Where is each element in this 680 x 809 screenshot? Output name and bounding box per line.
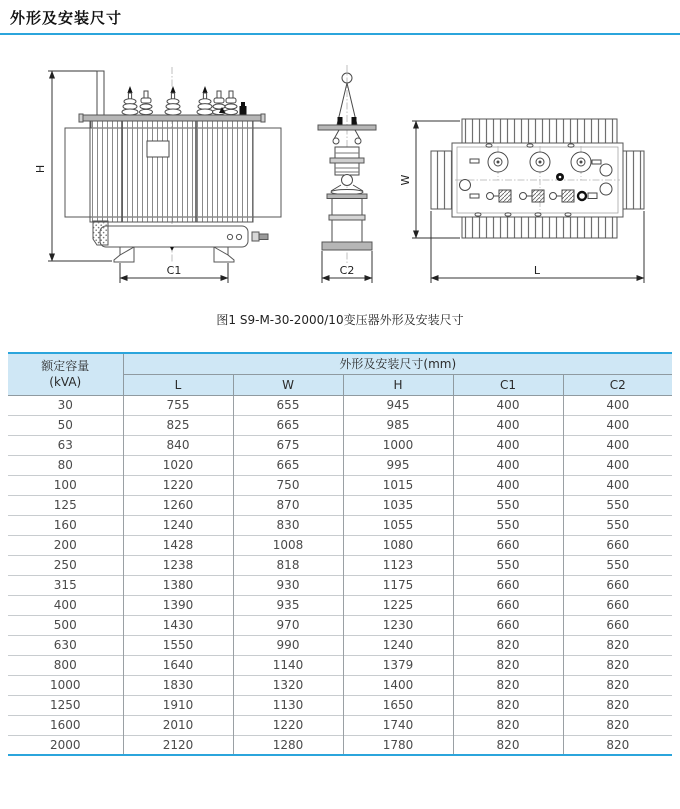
capacity-cell: 160 [8, 515, 123, 535]
dimension-cell: 930 [233, 575, 343, 595]
front-view [34, 67, 281, 283]
figure-caption: 图1 S9-M-30-2000/10变压器外形及安装尺寸 [216, 313, 464, 327]
table-row [8, 495, 672, 515]
col-header-L: L [123, 374, 233, 395]
corrugated-tank-body [90, 121, 253, 222]
dimension-cell: 1320 [233, 675, 343, 695]
l-dim-label: L [533, 264, 541, 277]
dimension-cell: 820 [453, 715, 563, 735]
dimension-cell: 1240 [123, 515, 233, 535]
h-dim-label: H [34, 164, 47, 174]
page-title: 外形及安装尺寸 [10, 9, 123, 27]
dimension-cell: 550 [563, 515, 672, 535]
table-row [8, 435, 672, 455]
dimension-cell: 660 [453, 595, 563, 615]
dimension-cell: 820 [563, 635, 672, 655]
col-header-C2: C2 [563, 374, 672, 395]
dimension-cell: 1015 [343, 475, 453, 495]
table-row [8, 535, 672, 555]
capacity-cell: 250 [8, 555, 123, 575]
capacity-cell: 400 [8, 595, 123, 615]
dimension-cell: 755 [123, 395, 233, 415]
dimension-cell: 550 [563, 555, 672, 575]
title-bar [0, 0, 680, 35]
capacity-cell: 630 [8, 635, 123, 655]
group-header-row [8, 353, 672, 374]
capacity-cell: 100 [8, 475, 123, 495]
dimension-cell: 1220 [233, 715, 343, 735]
dimension-cell: 660 [563, 535, 672, 555]
dimension-cell: 820 [563, 695, 672, 715]
table-row [8, 395, 672, 415]
mounting-feet [114, 247, 234, 262]
dimension-cell: 660 [563, 595, 672, 615]
dimension-cell: 400 [563, 455, 672, 475]
dimension-cell: 1140 [233, 655, 343, 675]
bottom-fins [462, 217, 617, 238]
radiator-patch [93, 221, 108, 245]
dimension-cell: 660 [563, 575, 672, 595]
table-row [8, 595, 672, 615]
dimension-cell: 985 [343, 415, 453, 435]
transformer-drawing-svg [0, 49, 680, 297]
drain-valve-cap [259, 234, 268, 240]
dimension-cell: 550 [453, 555, 563, 575]
capacity-cell: 80 [8, 455, 123, 475]
inspection-plug [600, 183, 612, 195]
col-header-C1: C1 [453, 374, 563, 395]
breather-pipe [97, 71, 104, 116]
table-row [8, 615, 672, 635]
dimensions-table [8, 352, 672, 756]
table-row [8, 715, 672, 735]
dimension-cell: 1238 [123, 555, 233, 575]
dimension-cell: 1080 [343, 535, 453, 555]
capacity-cell: 200 [8, 535, 123, 555]
table-row [8, 655, 672, 675]
capacity-cell: 2000 [8, 735, 123, 755]
dimension-cell: 945 [343, 395, 453, 415]
dimension-cell: 830 [233, 515, 343, 535]
dimension-cell: 675 [233, 435, 343, 455]
table-row [8, 695, 672, 715]
dimension-cell: 1020 [123, 455, 233, 475]
dimension-cell: 1650 [343, 695, 453, 715]
filler-plug [600, 164, 612, 176]
dimension-cell: 1008 [233, 535, 343, 555]
dimension-cell: 1225 [343, 595, 453, 615]
dimension-cell: 1640 [123, 655, 233, 675]
thermometer-center [559, 176, 562, 179]
drain-plug-1 [227, 234, 232, 239]
dimension-cell: 665 [233, 415, 343, 435]
dimension-cell: 990 [233, 635, 343, 655]
slot-2 [592, 160, 601, 164]
table-row [8, 475, 672, 495]
capacity-header-line1: 额定容量 [41, 359, 90, 374]
c1-dim-label: C1 [166, 264, 182, 277]
dimension-cell: 400 [453, 475, 563, 495]
table-row [8, 455, 672, 475]
dimension-cell: 935 [233, 595, 343, 615]
column-flange [327, 194, 367, 199]
capacity-cell: 125 [8, 495, 123, 515]
dimension-cell: 400 [453, 415, 563, 435]
dimension-cell: 970 [233, 615, 343, 635]
dimension-cell: 820 [453, 655, 563, 675]
c2-dim-label: C2 [339, 264, 355, 277]
dimension-cell: 660 [453, 535, 563, 555]
dimension-cell: 400 [453, 455, 563, 475]
capacity-header [8, 353, 123, 395]
table-row [8, 735, 672, 755]
dimension-cell: 660 [453, 575, 563, 595]
dimension-cell: 400 [453, 435, 563, 455]
dimension-cell: 820 [563, 655, 672, 675]
capacity-cell: 1250 [8, 695, 123, 715]
capacity-cell: 63 [8, 435, 123, 455]
dimension-cell: 660 [453, 615, 563, 635]
drain-valve-neck [252, 232, 259, 241]
dimension-cell: 820 [563, 675, 672, 695]
dimension-cell: 400 [563, 415, 672, 435]
dimension-cell: 1035 [343, 495, 453, 515]
tank-cover [82, 115, 262, 121]
cover-end-right [261, 114, 265, 122]
dimension-cell: 400 [453, 395, 563, 415]
cover-end-left [79, 114, 83, 122]
capacity-cell: 1000 [8, 675, 123, 695]
dimension-cell: 2120 [123, 735, 233, 755]
table-row [8, 675, 672, 695]
dimension-cell: 1430 [123, 615, 233, 635]
dimension-cell: 400 [563, 435, 672, 455]
dimension-cell: 1175 [343, 575, 453, 595]
side-view [318, 65, 376, 283]
dimension-cell: 550 [453, 515, 563, 535]
capacity-cell: 315 [8, 575, 123, 595]
side-base-plate [322, 242, 372, 250]
top-fins [462, 119, 617, 143]
dimension-cell: 995 [343, 455, 453, 475]
dimension-cell: 660 [563, 615, 672, 635]
dimension-cell: 1390 [123, 595, 233, 615]
table-row [8, 515, 672, 535]
dimension-cell: 655 [233, 395, 343, 415]
dimension-cell: 1123 [343, 555, 453, 575]
dimension-cell: 820 [453, 735, 563, 755]
top-view [399, 119, 644, 283]
turret-ball [342, 175, 353, 186]
dimension-cell: 1280 [233, 735, 343, 755]
cover-edge [318, 125, 376, 130]
hanger-eye-right [355, 138, 361, 144]
dimension-cell: 1740 [343, 715, 453, 735]
dimension-cell: 1230 [343, 615, 453, 635]
capacity-cell: 50 [8, 415, 123, 435]
left-radiator [431, 151, 452, 209]
dimension-cell: 820 [453, 675, 563, 695]
capacity-cell: 800 [8, 655, 123, 675]
dimension-cell: 818 [233, 555, 343, 575]
dimension-cell: 1130 [233, 695, 343, 715]
dimension-cell: 665 [233, 455, 343, 475]
dimension-cell: 1055 [343, 515, 453, 535]
dimension-cell: 400 [563, 395, 672, 415]
dimension-cell: 820 [453, 695, 563, 715]
col-header-W: W [233, 374, 343, 395]
col-header-H: H [343, 374, 453, 395]
transformer-figure [0, 49, 680, 301]
group-header: 外形及安装尺寸(mm) [123, 353, 672, 374]
dimension-cell: 870 [233, 495, 343, 515]
dimension-cell: 1830 [123, 675, 233, 695]
dimension-cell: 1400 [343, 675, 453, 695]
dimension-cell: 1380 [123, 575, 233, 595]
slot-1 [470, 159, 479, 163]
dimension-cell: 825 [123, 415, 233, 435]
table-row [8, 575, 672, 595]
dimension-cell: 820 [453, 635, 563, 655]
dimension-cell: 1260 [123, 495, 233, 515]
nameplate [147, 141, 169, 157]
capacity-cell: 30 [8, 395, 123, 415]
turret-flange [330, 158, 364, 163]
dimension-cell: 1550 [123, 635, 233, 655]
dimension-cell: 1240 [343, 635, 453, 655]
dimension-cell: 400 [563, 475, 672, 495]
terminal-stub [588, 193, 597, 199]
dimension-cell: 840 [123, 435, 233, 455]
dimension-cell: 1910 [123, 695, 233, 715]
right-radiator [623, 151, 644, 209]
dimension-cell: 2010 [123, 715, 233, 735]
capacity-header-line2: (kVA) [49, 375, 82, 390]
dimension-cell: 550 [563, 495, 672, 515]
left-plug [460, 180, 471, 191]
base-skid [100, 226, 248, 247]
dimension-cell: 750 [233, 475, 343, 495]
hv-bushings [122, 86, 213, 115]
table-row [8, 415, 672, 435]
dimension-cell: 1000 [343, 435, 453, 455]
lug-block-right [352, 117, 357, 125]
column-band [329, 215, 365, 220]
dimension-cell: 820 [563, 715, 672, 735]
lug-block-left [338, 117, 343, 125]
table-row [8, 635, 672, 655]
dimension-cell: 1780 [343, 735, 453, 755]
capacity-cell: 1600 [8, 715, 123, 735]
dimension-cell: 1379 [343, 655, 453, 675]
capacity-cell: 500 [8, 615, 123, 635]
hanger-eye-left [333, 138, 339, 144]
drain-plug-2 [236, 234, 241, 239]
w-dim-label: W [399, 174, 412, 186]
dimension-cell: 820 [563, 735, 672, 755]
slot-3 [470, 194, 479, 198]
dimension-cell: 1220 [123, 475, 233, 495]
table-row [8, 555, 672, 575]
dimension-cell: 550 [453, 495, 563, 515]
dimension-cell: 1428 [123, 535, 233, 555]
